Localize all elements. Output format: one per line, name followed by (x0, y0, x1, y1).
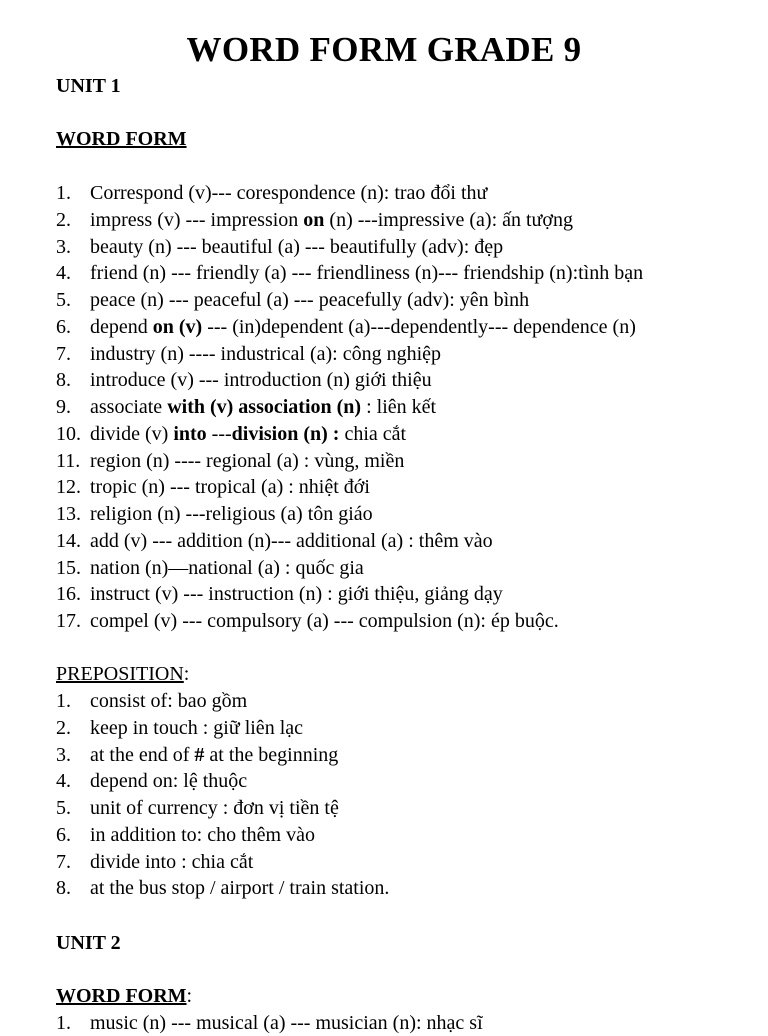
unit-2-word-form-item-number: 1. (56, 1012, 71, 1034)
preposition-heading-colon: : (183, 663, 190, 685)
unit-1-word-form-item-text: divide (v) (90, 422, 174, 445)
unit-1-preposition-item (56, 849, 253, 875)
unit-1-word-form-item (56, 608, 559, 634)
unit-1-word-form-item-text: --- (206, 422, 232, 445)
unit-1-word-form-item-text: --- (in)dependent (a)---dependently--- dependence (n) (202, 315, 636, 338)
unit-1-preposition-item-text: in addition to: cho thêm vào (90, 823, 315, 846)
unit-1-word-form-item-text: region (n) ---- regional (a) : vùng, miền (90, 449, 405, 472)
unit-2-word-form-heading: WORD FORM (56, 985, 187, 1007)
unit-1-word-form-item-text: instruct (v) --- instruction (n) : giới thiệu, giảng dạy (90, 583, 503, 606)
unit-1-preposition-item (56, 875, 389, 901)
unit-1-word-form-item (56, 314, 636, 340)
unit-1-word-form-item-text: into (173, 422, 207, 445)
unit-1-word-form-item-text: beauty (n) --- beautiful (a) --- beautifully (adv): đẹp (90, 235, 504, 258)
unit-1-word-form-item-text: on (v) (152, 315, 203, 338)
unit-1-preposition-item-number: 8. (56, 877, 71, 900)
unit-2-word-form-item-text: music (n) --- musical (a) --- musician (n): nhạc sĩ (90, 1012, 483, 1034)
preposition-heading-line (56, 661, 189, 687)
unit-2-label: UNIT 2 (56, 932, 121, 954)
unit-1-word-form-item-number: 14. (56, 529, 81, 552)
unit-1-word-form-item (56, 421, 406, 447)
unit-1-preposition-item-number: 4. (56, 770, 71, 793)
unit-1-word-form-item-text: with (v) association (n) (167, 396, 362, 418)
unit-1-word-form-item-text: Correspond (v)--- corespondence (n): trao đổi thư (90, 182, 488, 204)
unit-1-word-form-item-text: nation (n)—national (a) : quốc gia (90, 556, 364, 579)
unit-1-preposition-item-text: depend on: lệ thuộc (90, 770, 248, 793)
unit-1-word-form-item (56, 448, 404, 474)
unit-1-word-form-heading: WORD FORM (56, 128, 187, 150)
unit-1-preposition-item-number: 6. (56, 823, 71, 846)
unit-1-preposition-item (56, 795, 339, 821)
unit-1-word-form-item (56, 501, 373, 527)
unit-1-word-form-item-text: tropic (n) --- tropical (a) : nhiệt đới (90, 476, 370, 499)
unit-1-word-form-item-text: chia cắt (339, 422, 407, 445)
unit-2-word-form-item (56, 1010, 483, 1036)
unit-1-word-form-item (56, 528, 493, 554)
unit-1-preposition-item-number: 7. (56, 850, 71, 873)
unit-1-label: UNIT 1 (56, 75, 121, 97)
unit-2-word-form-heading-colon: : (186, 985, 193, 1007)
unit-1-word-form-item-text: compel (v) --- compulsory (a) --- compulsion (n): ép buộc. (90, 610, 559, 632)
unit-1-word-form-item-number: 2. (56, 208, 71, 231)
unit-1-word-form-item-text: religion (n) ---religious (a) tôn giáo (90, 503, 373, 525)
unit-1-word-form-item-number: 15. (56, 556, 81, 579)
preposition-heading: PREPOSITION (56, 663, 184, 685)
unit-1-preposition-item-number: 2. (56, 716, 71, 739)
unit-1-word-form-item-text: (n) ---impressive (a): ấn tượng (324, 208, 573, 231)
unit-1-preposition-item-text: # (194, 743, 205, 766)
unit-1-word-form-item (56, 260, 643, 286)
unit-1-word-form-item-number: 7. (56, 342, 71, 365)
unit-1-word-form-item (56, 207, 573, 233)
unit-1-word-form-item-number: 6. (56, 315, 71, 338)
unit-1-word-form-item-number: 5. (56, 289, 71, 311)
unit-1-preposition-item (56, 688, 247, 714)
unit-1-word-form-item-text: on (303, 208, 325, 231)
unit-1-word-form-item-text: friend (n) --- friendly (a) --- friendliness (n)--- friendship (n):tình bạn (90, 262, 644, 285)
unit-1-preposition-item-number: 1. (56, 690, 71, 712)
unit-1-preposition-item-text: divide into : chia cắt (90, 850, 254, 873)
unit-1-preposition-item-text: at the bus stop / airport / train station. (90, 877, 390, 900)
unit-1-word-form-item-number: 8. (56, 369, 71, 392)
unit-1-word-form-item-text: impress (v) --- impression (90, 208, 304, 231)
unit-1-preposition-item (56, 768, 247, 794)
unit-1-word-form-item-text: peace (n) --- peaceful (a) --- peacefully (adv): yên bình (90, 289, 530, 311)
unit-1-word-form-item (56, 341, 441, 367)
unit-1-preposition-item (56, 822, 315, 848)
unit-1-word-form-item (56, 581, 503, 607)
unit-1-word-form-item-text: associate (90, 396, 168, 418)
unit-1-preposition-item-text: at the end of (90, 743, 195, 766)
unit-1-word-form-item-text: division (n) : (231, 422, 340, 445)
unit-1-word-form-item-text: : liên kết (361, 396, 437, 418)
unit-1-word-form-item (56, 180, 487, 206)
unit-1-preposition-item-number: 3. (56, 743, 71, 766)
unit-1-word-form-item-number: 3. (56, 235, 71, 258)
unit-1-preposition-item-text: at the beginning (204, 743, 339, 766)
unit-1-word-form-item-text: introduce (v) --- introduction (n) giới thiệu (90, 369, 432, 392)
unit-1-word-form-item-number: 13. (56, 503, 81, 525)
unit-1-word-form-item-number: 1. (56, 182, 71, 204)
unit-1-word-form-item-number: 11. (56, 449, 81, 472)
unit-1-preposition-item (56, 715, 303, 741)
unit-1-word-form-item-number: 4. (56, 262, 71, 285)
unit-1-word-form-item-number: 10. (56, 422, 81, 445)
unit-2-word-form-heading-line (56, 983, 192, 1009)
unit-1-preposition-item-text: unit of currency : đơn vị tiền tệ (90, 797, 339, 819)
unit-1-word-form-item (56, 234, 503, 260)
unit-1-word-form-item (56, 474, 370, 500)
unit-1-word-form-item-number: 17. (56, 610, 81, 632)
unit-1-word-form-item (56, 394, 436, 420)
unit-1-preposition-item-number: 5. (56, 797, 71, 819)
unit-1-word-form-item (56, 367, 432, 393)
unit-1-preposition-item-text: consist of: bao gồm (90, 690, 248, 712)
document-title: WORD FORM GRADE 9 (186, 30, 582, 69)
unit-1-word-form-item-number: 9. (56, 396, 71, 418)
unit-1-preposition-item (56, 742, 338, 768)
unit-1-word-form-item-number: 12. (56, 476, 81, 499)
unit-1-preposition-item-text: keep in touch : giữ liên lạc (90, 716, 303, 739)
unit-1-word-form-item-number: 16. (56, 583, 81, 606)
unit-1-word-form-item-text: depend (90, 315, 153, 338)
unit-1-word-form-item (56, 287, 529, 313)
unit-1-word-form-item-text: add (v) --- addition (n)--- additional (a) : thêm vào (90, 529, 493, 552)
unit-1-word-form-item (56, 555, 364, 581)
unit-1-word-form-item-text: industry (n) ---- industrical (a): công nghiệp (90, 342, 442, 365)
